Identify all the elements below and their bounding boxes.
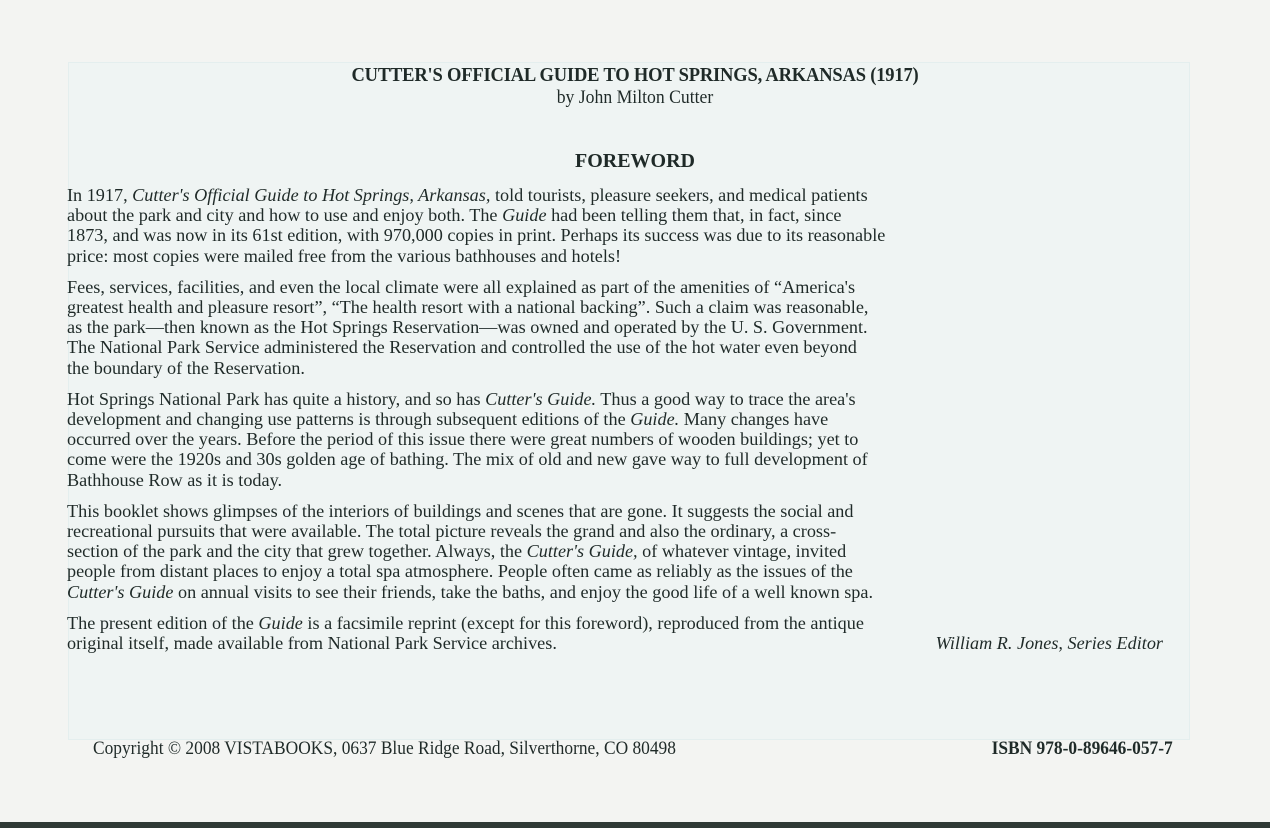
italic-title: Cutter's Guide. [485, 388, 597, 409]
author-byline: by John Milton Cutter [556, 87, 714, 108]
text-line: section of the park and the city that grew together. Always, the Cutter's Guide, of whatever vintage, invited [67, 541, 847, 562]
text-line: The present edition of the Guide is a facsimile reprint (except for this foreword), reproduced from the antique [67, 612, 864, 633]
text-line: The National Park Service administered the Reservation and controlled the use of the hot water even beyond [67, 337, 857, 358]
section-title: FOREWORD [575, 150, 695, 172]
italic-title: Guide. [630, 409, 680, 430]
italic-title: Cutter's Guide, [526, 541, 638, 562]
italic-title: Guide [258, 612, 303, 633]
italic-title: Cutter's Guide [67, 581, 174, 602]
paragraph-2 [67, 277, 1177, 378]
text-line: occurred over the years. Before the period of this issue there were great numbers of wooden buildings; yet to [67, 429, 859, 450]
text-line: as the park—then known as the Hot Springs Reservation—was owned and operated by the U. S. Government. [67, 317, 868, 338]
editor-signature: William R. Jones, Series Editor [935, 633, 1163, 654]
paragraph-4 [67, 501, 1177, 602]
page-header [0, 65, 1270, 109]
text-line: Cutter's Guide on annual visits to see their friends, take the baths, and enjoy the good life of a well known spa. [67, 581, 873, 602]
paragraph-5 [67, 613, 1177, 653]
text-line: people from distant places to enjoy a total spa atmosphere. People often came as reliably as the issues of the [67, 561, 853, 582]
text-line: recreational pursuits that were available. The total picture reveals the grand and also the ordinary, a cross- [67, 521, 837, 542]
page-footer [93, 738, 1173, 760]
closing-line [67, 633, 1163, 653]
text-line: about the park and city and how to use and enjoy both. The Guide had been telling them that, in fact, since [67, 205, 842, 226]
closing-text: original itself, made available from National Park Service archives. [67, 633, 557, 654]
copyright-notice: Copyright © 2008 VISTABOOKS, 0637 Blue Ridge Road, Silverthorne, CO 80498 [93, 739, 676, 759]
text-line: come were the 1920s and 30s golden age of bathing. The mix of old and new gave way to full development of [67, 449, 868, 470]
text-line: Bathhouse Row as it is today. [67, 469, 283, 490]
book-title: CUTTER'S OFFICIAL GUIDE TO HOT SPRINGS, ARKANSAS (1917) [351, 65, 919, 86]
paragraph-3 [67, 389, 1177, 490]
text-line: Fees, services, facilities, and even the local climate were all explained as part of the amenities of “America's [67, 276, 856, 297]
text-line: This booklet shows glimpses of the interiors of buildings and scenes that are gone. It suggests the social and [67, 500, 854, 521]
text-line: the boundary of the Reservation. [67, 357, 305, 378]
paragraph-1 [67, 185, 1177, 266]
text-line: price: most copies were mailed free from the various bathhouses and hotels! [67, 245, 622, 266]
text-line: 1873, and was now in its 61st edition, with 970,000 copies in print. Perhaps its success was due to its reasonable [67, 225, 886, 246]
italic-title: Cutter's Official Guide to Hot Springs, Arkansas, [132, 185, 491, 205]
page-bottom-edge [0, 822, 1270, 828]
text-line: greatest health and pleasure resort”, “The health resort with a national backing”. Such a claim was reasonable, [67, 297, 869, 318]
text-line: development and changing use patterns is through subsequent editions of the Guide. Many changes have [67, 409, 829, 430]
italic-title: Guide [502, 205, 547, 226]
text-line: Hot Springs National Park has quite a history, and so has Cutter's Guide. Thus a good way to trace the area's [67, 388, 856, 409]
text-line: In 1917, Cutter's Official Guide to Hot Springs, Arkansas, told tourists, pleasure seekers, and medical patients [67, 185, 868, 205]
foreword-body [67, 185, 1177, 664]
isbn-number: ISBN 978-0-89646-057-7 [991, 739, 1173, 759]
